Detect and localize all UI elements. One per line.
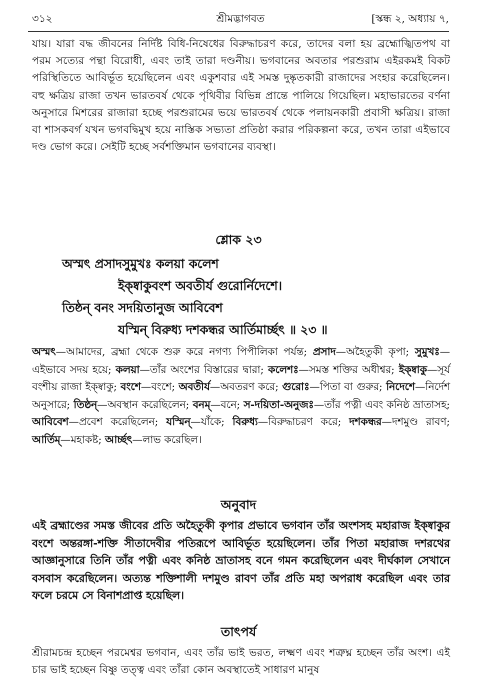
- synonym-meaning: সমস্ত শক্তির অধীশ্বর: [308, 363, 392, 376]
- synonym-term: স-দয়িতা-অনুজঃ: [243, 398, 314, 411]
- synonym-term: গুরোঃ: [282, 381, 310, 393]
- synonym-entry: যস্মিন্—যাঁকে;: [166, 416, 233, 428]
- synonym-term: অবতীর্য: [178, 381, 210, 393]
- synonym-term: বংশে: [120, 381, 141, 393]
- synonym-entry: বিরুধ্য—বিরুদ্ধাচরণ করে;: [232, 416, 350, 428]
- purport-heading: তাৎপর্য: [220, 624, 257, 639]
- synonym-entry: গুরোঃ—পিতা বা গুরুর;: [282, 381, 387, 393]
- synonym-meaning: দশমুণ্ড রাবণ: [391, 416, 447, 428]
- synonym-meaning: মহাকষ্ট: [70, 433, 99, 446]
- synonym-meaning: বনে: [220, 398, 237, 411]
- synonym-meaning: এইভাবে সদয় হয়ে: [32, 363, 108, 376]
- synonym-meaning: লাভ করেছিল: [142, 433, 198, 446]
- synonym-meaning: অহৈতুকী কৃপা: [346, 346, 406, 358]
- synonym-meaning: পিতা বা গুরুর: [319, 381, 380, 393]
- section-reference: [স্কন্ধ ২, অধ্যায় ৭,: [371, 13, 449, 25]
- synonym-meaning: আমাদের, ব্রহ্মা থেকে শুরু করে নগণ্য পিপীলিকা পর্যন্ত: [66, 346, 304, 358]
- verse-heading: শ্লোক ২৩: [215, 232, 262, 247]
- synonym-term: প্রসাদ: [312, 346, 336, 358]
- synonym-entry: ইক্ষ্বাকু—সূর্য বংশীয় রাজা ইক্ষ্বাকু;: [32, 363, 451, 393]
- page-number: ৩১২: [32, 13, 53, 25]
- synonym-entry: আর্চ্ছৎ—লাভ করেছিল।: [104, 433, 202, 446]
- synonyms-paragraph: [32, 344, 450, 449]
- synonym-term: অস্মৎ: [32, 346, 56, 358]
- synonym-meaning: নির্দেশ অনুসারে: [32, 381, 450, 411]
- synonym-term: বনম্: [192, 398, 211, 411]
- verse-line-4: যস্মিন্ বিরুধ্য দশকন্ধর আর্তিমার্চ্ছৎ ॥ ২৩ ॥: [118, 322, 328, 337]
- synonym-entry: আর্তিম্—মহাকষ্ট;: [32, 433, 105, 446]
- synonym-entry: অস্মৎ—আমাদের, ব্রহ্মা থেকে শুরু করে নগণ্য পিপীলিকা পর্যন্ত;: [32, 346, 313, 358]
- translation-text: এই ব্রহ্মাণ্ডের সমস্ত জীবের প্রতি অহৈতুকী কৃপার প্রভাবে ভগবান তাঁর অংশসহ মহারাজ ইক্ষ্বাকুর বংশে অন্তরঙ্গা-শক্তি সীতাদেবীর পতিরূপে আবির্ভূত হয়েছিলেন। তাঁর পিতা মহারাজ দশরথের আজ্ঞানুসারে তিনি তাঁর পত্নী এবং কনিষ্ঠ ভ্রাতাসহ বনে গমন করেছিলেন এবং দীর্ঘকাল সেখানে বসবাস করেছিলেন। অত্যন্ত শক্তিশালী দশমুণ্ড রাবণ তাঁর প্রতি মহা অপরাধ করেছিল এবং তার ফলে চরমে সে বিনাশপ্রাপ্ত হয়েছিল।: [32, 519, 450, 602]
- synonym-term: আর্চ্ছৎ: [104, 433, 133, 446]
- synonym-entry: বংশে—বংশে;: [120, 381, 179, 393]
- synonym-entry: স-দয়িতা-অনুজঃ—তাঁর পত্নী এবং কনিষ্ঠ ভ্রাতাসহ;: [243, 398, 450, 411]
- synonym-meaning: অবতরণ করে: [220, 381, 276, 393]
- intro-paragraph: [32, 36, 450, 156]
- synonym-term: কলয়া: [115, 363, 140, 376]
- synonym-meaning: সূর্য বংশীয় রাজা ইক্ষ্বাকু: [32, 363, 451, 393]
- synonym-meaning: তাঁর অংশের বিস্তারের দ্বারা: [149, 363, 261, 376]
- book-title: শ্রীমদ্ভাগবত: [216, 13, 265, 25]
- synonym-entry: তিষ্ঠন্—অবস্থান করেছিলেন;: [73, 398, 193, 411]
- synonym-term: আবিবেশ: [32, 416, 69, 428]
- synonym-term: যস্মিন্: [166, 416, 191, 428]
- synonym-meaning: তাঁর পত্নী এবং কনিষ্ঠ ভ্রাতাসহ: [324, 398, 447, 411]
- synonym-entry: বনম্—বনে;: [192, 398, 244, 411]
- synonym-entry: দশকন্ধর—দশমুণ্ড রাবণ;: [349, 416, 450, 428]
- translation-heading: অনুবাদ: [220, 497, 257, 512]
- synonym-entry: সুমুখঃ—এইভাবে সদয় হয়ে;: [32, 346, 450, 376]
- header-divider: [28, 31, 449, 32]
- synonym-term: দশকন্ধর: [349, 416, 382, 428]
- synonym-entry: প্রসাদ—অহৈতুকী কৃপা;: [312, 346, 415, 358]
- synonym-term: সুমুখঃ: [414, 346, 440, 358]
- synonym-meaning: প্রবেশ করেছিলেন: [78, 416, 155, 428]
- page-header: [32, 12, 449, 30]
- synonym-entry: নিদেশে—নির্দেশ অনুসারে;: [32, 381, 450, 411]
- verse-line-3: তিষ্ঠন্ বনং সদয়িতানুজ আবিবেশ: [62, 300, 223, 315]
- synonym-term: বিরুধ্য: [232, 416, 258, 428]
- synonym-term: কলেশঃ: [268, 363, 299, 376]
- synonym-entry: আবিবেশ—প্রবেশ করেছিলেন;: [32, 416, 167, 428]
- synonym-entry: কলয়া—তাঁর অংশের বিস্তারের দ্বারা;: [115, 363, 269, 376]
- synonym-meaning: যাঁকে: [200, 416, 222, 428]
- intro-text: যায়। যারা বদ্ধ জীবনের নির্দিষ্ট বিধি-নিষেধের বিরুদ্ধাচরণ করে, তাদের বলা হয় ব্রহ্মোজ্ঝিতপথ বা পরম সত্যের পন্থা বিরোধী, এবং তাই তারা দণ্ডনীয়। ভগবানের অবতার পরশুরাম এইরকমই বিকট পরিস্থিতিতে আবির্ভূত হয়েছিলেন এবং একুশবার এই সমস্ত দুষ্কৃতকারী রাজাদের সংহার করেছিলেন। বহু ক্ষত্রিয় রাজা তখন ভারতবর্ষ থেকে পৃথিবীর বিভিন্ন প্রান্তে পালিয়ে গিয়েছিল। মহাভারতের বর্ণনা অনুসারে মিশরের রাজারা হচ্ছে পরশুরামের ভয়ে ভারতবর্ষ থেকে পলায়নকারী প্রবাসী ক্ষত্রিয়। রাজা বা শাসকবর্গ যখন ভগবদ্বিমুখ হয়ে নাস্তিক সভ্যতা প্রতিষ্ঠা করার পরিকল্পনা করে, তখন তারা এইভাবে দণ্ড ভোগ করে। সেইটি হচ্ছে সর্বশক্তিমান ভগবানের ব্যবস্থা।: [32, 38, 450, 154]
- synonym-term: তিষ্ঠন্: [73, 398, 98, 411]
- synonym-term: নিদেশে: [386, 381, 415, 393]
- purport-paragraph: [32, 645, 450, 679]
- synonym-term: আর্তিম্: [32, 433, 61, 446]
- synonym-entry: অবতীর্য—অবতরণ করে;: [178, 381, 283, 393]
- verse-line-1: অস্মৎ প্রসাদসুমুখঃ কলয়া কলেশ: [62, 256, 219, 271]
- translation-paragraph: [32, 517, 450, 605]
- verse-line-2: ইক্ষ্বাকুবংশ অবতীর্য গুরোর্নিদেশে।: [118, 278, 283, 293]
- synonym-meaning: বংশে: [151, 381, 172, 393]
- synonym-term: ইক্ষ্বাকু: [398, 363, 427, 376]
- synonym-entry: কলেশঃ—সমস্ত শক্তির অধীশ্বর;: [268, 363, 399, 376]
- purport-text: শ্রীরামচন্দ্র হচ্ছেন পরমেশ্বর ভগবান, এবং তাঁর ভাই ভরত, লক্ষ্মণ এবং শত্রুঘ্ন হচ্ছেন তাঁর অংশ। এই চার ভাই হচ্ছেন বিষ্ণু তত্ত্ব এবং তাঁরা কোন অবস্থাতেই সাধারণ মানুষ: [32, 647, 450, 677]
- synonym-meaning: বিরুদ্ধাচরণ করে: [268, 416, 338, 428]
- synonym-meaning: অবস্থান করেছিলেন: [107, 398, 186, 411]
